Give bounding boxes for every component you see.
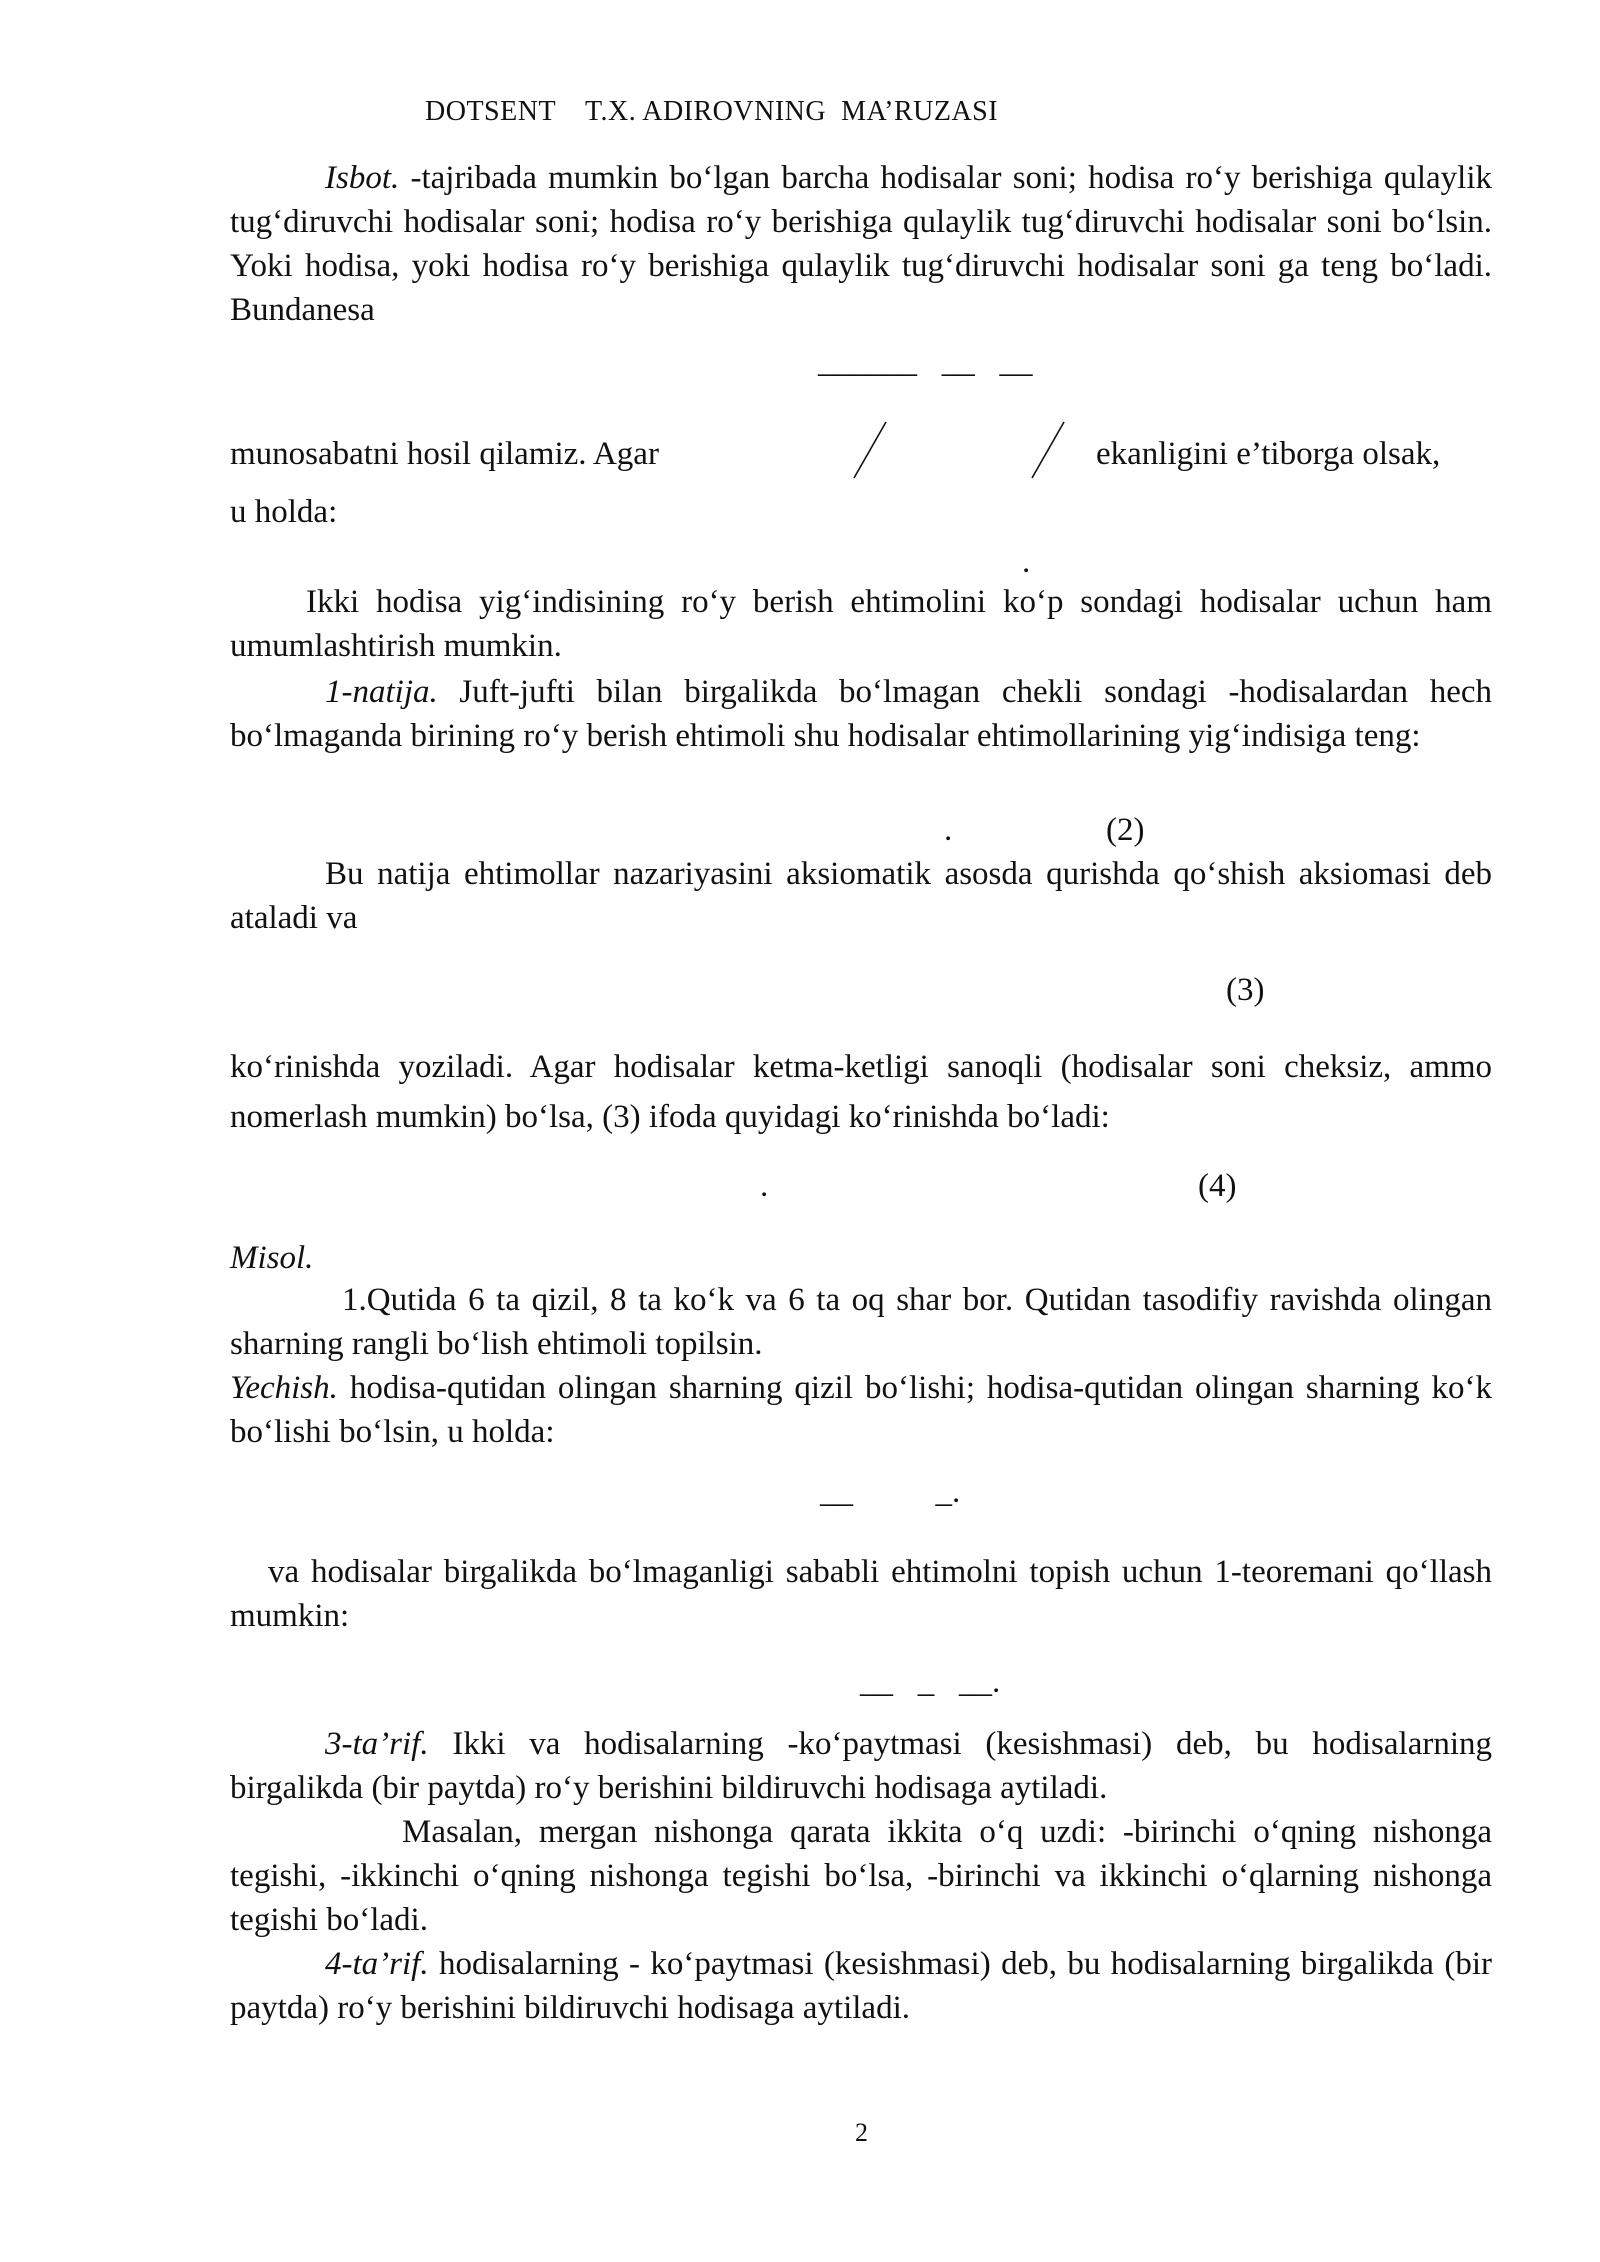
solution-label: Yechish. — [230, 1370, 338, 1406]
solution-formula-dashes: __ _. — [820, 1474, 961, 1510]
solution-paragraph — [230, 1366, 1492, 1454]
formula-dot: . — [1022, 544, 1031, 580]
fraction-slash-2 — [1028, 420, 1068, 482]
equation-2-dot: . — [944, 812, 953, 848]
relation-text-right: ekanligini e’tiborga olsak, — [1096, 436, 1441, 472]
formula-dashes: ______ __ __ — [818, 344, 1033, 380]
equation-3-number: (3) — [1226, 972, 1265, 1008]
proof-paragraph — [230, 156, 1492, 332]
page-header: DOTSENT T.X. ADIROVNING MA’RUZASI — [425, 96, 999, 127]
axiom-paragraph: Bu natija ehtimollar nazariyasini aksiomatik asosda qurishda qo‘shish aksiomasi deb ataladi va — [230, 856, 1492, 936]
solution-text: hodisa-qutidan olingan sharning qizil bo‘lishi; hodisa-qutidan olingan sharning ko‘k bo‘lishi bo‘lsin, u holda: — [230, 1370, 1492, 1450]
definition-4-paragraph — [230, 1942, 1492, 2030]
example-problem: 1.Qutida 6 ta qizil, 8 ta ko‘k va 6 ta oq shar bor. Qutidan tasodifiy ravishda olingan sharning rangli bo‘lish ehtimoli topilsin. — [230, 1282, 1492, 1362]
example-heading: Misol. — [230, 1240, 314, 1276]
definition-4-text: hodisalarning - ko‘paytmasi (kesishmasi) deb, bu hodisalarning birgalikda (bir paytda) ro‘y berishini bildiruvchi hodisaga aytiladi. — [230, 1946, 1492, 2026]
corollary-text: Juft-jufti bilan birgalikda bo‘lmagan chekli sondagi -hodisalardan hech bo‘lmaganda birining ro‘y berish ehtimoli shu hodisalar ehtimollarining yig‘indisiga teng: — [230, 674, 1492, 754]
equation-2-number: (2) — [1106, 812, 1145, 848]
page-number: 2 — [855, 2118, 868, 2147]
definition-4-label: 4-ta’rif. — [325, 1946, 429, 1982]
corollary-paragraph — [230, 670, 1492, 758]
relation-text-next: u holda: — [230, 494, 338, 530]
definition-3-label: 3-ta’rif. — [325, 1726, 429, 1762]
definition-3-paragraph — [230, 1722, 1492, 1810]
example-shooter-paragraph: Masalan, mergan nishonga qarata ikkita o‘q uzdi: -birinchi o‘qning nishonga tegishi, -ikkinchi o‘qning nishonga tegishi bo‘lsa, -birinchi va ikkinchi o‘qlarning nishonga tegishi bo‘ladi. — [230, 1814, 1492, 1938]
equation-4-number: (4) — [1198, 1168, 1237, 1204]
proof-text: -tajribada mumkin bo‘lgan barcha hodisalar soni; hodisa ro‘y berishiga qulaylik tug‘diruvchi hodisalar soni; hodisa ro‘y berishiga qulaylik tug‘diruvchi hodisalar soni bo‘lsin. Yoki hodisa, yoki hodisa ro‘y berishiga qulaylik tug‘diruvchi hodisalar soni ga teng bo‘ladi. Bundanesa — [230, 160, 1492, 328]
theorem-application-paragraph: va hodisalar birgalikda bo‘lmaganligi sababli ehtimolni topish uchun 1-teoremani qo‘llash mumkin: — [230, 1554, 1492, 1634]
equation-4-dot: . — [760, 1168, 769, 1204]
theorem-formula-dashes: __ _ __. — [860, 1664, 1001, 1700]
fraction-slash-1 — [850, 420, 890, 482]
generalization-paragraph: Ikki hodisa yig‘indisining ro‘y berish ehtimolini ko‘p sondagi hodisalar uchun ham umumlashtirish mumkin. — [230, 584, 1492, 664]
definition-3-text: Ikki va hodisalarning -ko‘paytmasi (kesishmasi) deb, bu hodisalarning birgalikda (bir paytda) ro‘y berishini bildiruvchi hodisaga aytiladi. — [230, 1726, 1492, 1806]
proof-label: Isbot. — [325, 160, 400, 196]
corollary-label: 1-natija. — [325, 674, 438, 710]
relation-text-left: munosabatni hosil qilamiz. Agar — [230, 436, 659, 472]
sequence-paragraph: ko‘rinishda yoziladi. Agar hodisalar ketma-ketligi sanoqli (hodisalar soni cheksiz, ammo nomerlash mumkin) bo‘lsa, (3) ifoda quyidagi ko‘rinishda bo‘ladi: — [230, 1049, 1492, 1135]
